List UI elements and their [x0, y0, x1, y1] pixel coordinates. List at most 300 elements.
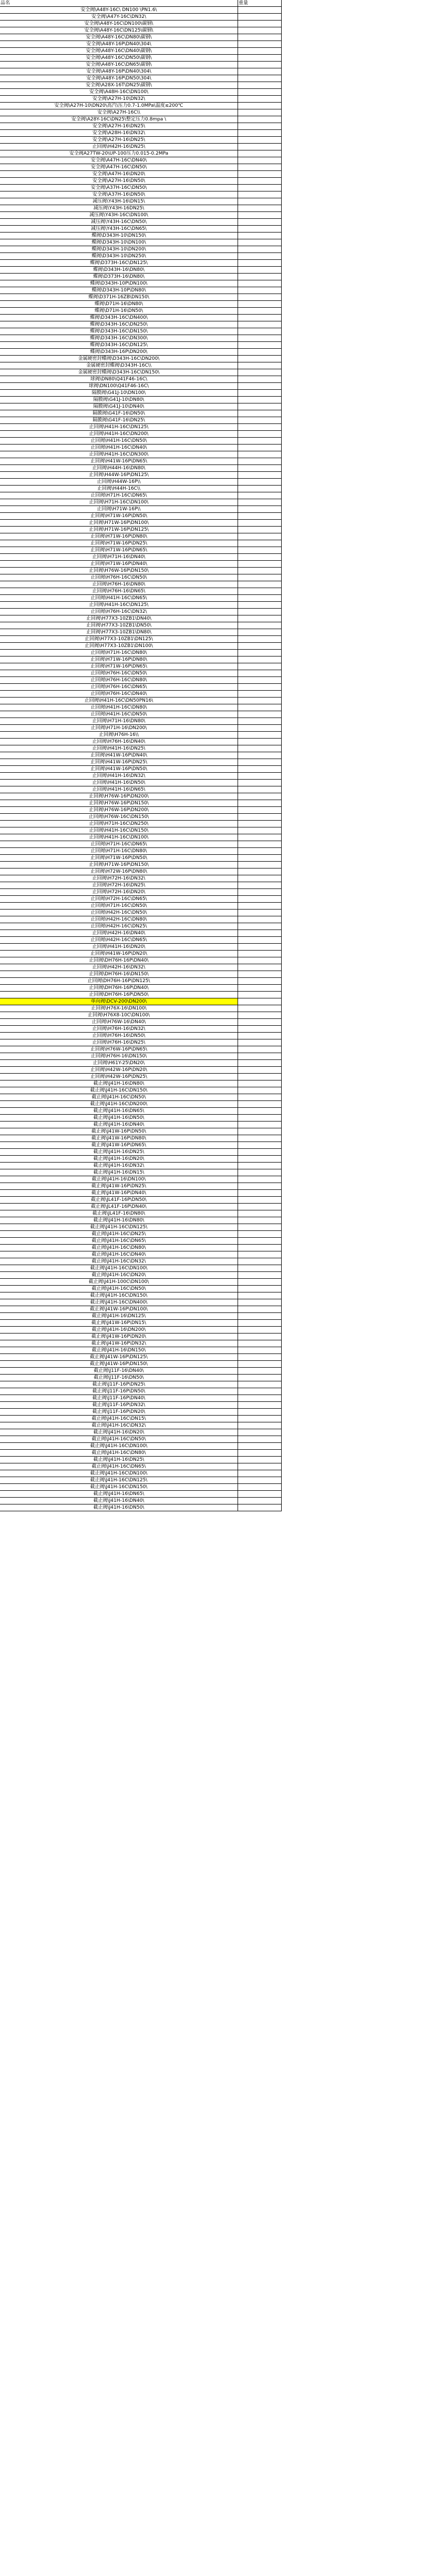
qty-cell[interactable]: [238, 964, 282, 971]
name-cell[interactable]: 止回阀\H71H-16C\DN100\: [0, 499, 238, 506]
qty-cell[interactable]: [238, 150, 282, 157]
empty-cell[interactable]: [282, 472, 357, 479]
empty-cell[interactable]: [356, 116, 431, 123]
empty-cell[interactable]: [282, 1313, 357, 1320]
empty-cell[interactable]: [282, 157, 357, 164]
empty-cell[interactable]: [356, 739, 431, 745]
empty-cell[interactable]: [356, 1463, 431, 1470]
qty-cell[interactable]: [238, 951, 282, 957]
empty-cell[interactable]: [356, 1190, 431, 1197]
empty-cell[interactable]: [356, 280, 431, 287]
empty-cell[interactable]: [282, 82, 357, 89]
name-cell[interactable]: 安全阀\A48Y-16C\DN125\碳钢\: [0, 27, 238, 34]
name-cell[interactable]: 止回阀\H76H-16C\DN80\: [0, 677, 238, 684]
empty-cell[interactable]: [282, 622, 357, 629]
empty-cell[interactable]: [282, 362, 357, 369]
name-cell[interactable]: 止回阀\H41H-16\DN25\: [0, 745, 238, 752]
empty-cell[interactable]: [356, 301, 431, 308]
empty-cell[interactable]: [356, 971, 431, 978]
empty-cell[interactable]: [282, 178, 357, 185]
qty-cell[interactable]: [238, 294, 282, 301]
empty-cell[interactable]: [356, 1327, 431, 1334]
empty-cell[interactable]: [356, 239, 431, 246]
empty-cell[interactable]: [282, 1416, 357, 1422]
empty-cell[interactable]: [282, 821, 357, 827]
empty-cell[interactable]: [356, 1258, 431, 1265]
empty-cell[interactable]: [282, 732, 357, 739]
empty-cell[interactable]: [282, 985, 357, 992]
qty-cell[interactable]: [238, 130, 282, 137]
empty-cell[interactable]: [282, 903, 357, 910]
empty-cell[interactable]: [356, 1204, 431, 1210]
empty-cell[interactable]: [356, 21, 431, 27]
name-cell[interactable]: 止回阀\H77X3-10ZB1\DN80\: [0, 629, 238, 636]
empty-cell[interactable]: [282, 930, 357, 937]
empty-cell[interactable]: [282, 691, 357, 698]
qty-cell[interactable]: [238, 403, 282, 410]
qty-cell[interactable]: [238, 629, 282, 636]
qty-cell[interactable]: [238, 1491, 282, 1498]
name-cell[interactable]: 蝶阀\D343H-10P\DN80\: [0, 287, 238, 294]
empty-cell[interactable]: [356, 185, 431, 191]
empty-cell[interactable]: [356, 691, 431, 698]
empty-cell[interactable]: [356, 157, 431, 164]
empty-cell[interactable]: [282, 89, 357, 96]
name-cell[interactable]: 截止阀\J41H-16C\DN20\: [0, 1272, 238, 1279]
qty-cell[interactable]: [238, 1258, 282, 1265]
empty-cell[interactable]: [282, 287, 357, 294]
name-cell[interactable]: 止回阀\H41H-16C\DN150\: [0, 827, 238, 834]
qty-cell[interactable]: [238, 89, 282, 96]
qty-cell[interactable]: [238, 178, 282, 185]
qty-cell[interactable]: [238, 827, 282, 834]
name-cell[interactable]: 截止阀\J41H-16C\DN80\: [0, 1245, 238, 1251]
empty-cell[interactable]: [282, 1060, 357, 1067]
empty-cell[interactable]: [356, 1498, 431, 1504]
empty-cell[interactable]: [356, 998, 431, 1005]
qty-cell[interactable]: [238, 752, 282, 759]
qty-cell[interactable]: [238, 41, 282, 48]
empty-cell[interactable]: [356, 164, 431, 171]
empty-cell[interactable]: [282, 868, 357, 875]
empty-cell[interactable]: [282, 403, 357, 410]
qty-cell[interactable]: [238, 1463, 282, 1470]
empty-cell[interactable]: [356, 1210, 431, 1217]
qty-cell[interactable]: [238, 1210, 282, 1217]
qty-cell[interactable]: [238, 287, 282, 294]
empty-cell[interactable]: [356, 356, 431, 362]
name-cell[interactable]: 截止阀\J41H-16\DN50\: [0, 1115, 238, 1122]
name-cell[interactable]: 止回阀\H76W-16\DN40\: [0, 1019, 238, 1026]
empty-cell[interactable]: [356, 1443, 431, 1450]
name-cell[interactable]: 安全阀\A27H-16C\\: [0, 109, 238, 116]
empty-cell[interactable]: [282, 55, 357, 62]
qty-cell[interactable]: [238, 971, 282, 978]
name-cell[interactable]: 止回阀\H76H-16C\DN32\: [0, 609, 238, 615]
qty-cell[interactable]: [238, 985, 282, 992]
empty-cell[interactable]: [356, 698, 431, 704]
qty-cell[interactable]: [238, 759, 282, 766]
name-cell[interactable]: 止回阀\H76H-16\DN80\: [0, 581, 238, 588]
empty-cell[interactable]: [282, 219, 357, 226]
name-cell[interactable]: 安全阀\A27H-16\DN25\: [0, 123, 238, 130]
qty-cell[interactable]: [238, 1087, 282, 1094]
name-cell[interactable]: 安全阀\A37H-16\DN50\: [0, 191, 238, 198]
empty-cell[interactable]: [282, 321, 357, 328]
name-cell[interactable]: 截止阀\J41H-16C\DN32\: [0, 1258, 238, 1265]
qty-cell[interactable]: [238, 875, 282, 882]
qty-cell[interactable]: [238, 1299, 282, 1306]
name-cell[interactable]: 截止阀\J11F-16\DN50\: [0, 1375, 238, 1381]
empty-cell[interactable]: [282, 1149, 357, 1156]
qty-cell[interactable]: [238, 75, 282, 82]
empty-cell[interactable]: [282, 137, 357, 144]
empty-cell[interactable]: [356, 547, 431, 554]
qty-cell[interactable]: [238, 1074, 282, 1080]
name-cell[interactable]: 截止阀\J41H-16C\DN200\: [0, 1101, 238, 1108]
empty-cell[interactable]: [282, 992, 357, 998]
empty-cell[interactable]: [356, 1101, 431, 1108]
empty-cell[interactable]: [356, 957, 431, 964]
name-cell[interactable]: 安全阀A27TW-20\UP-100压力0.015-0.2MPa: [0, 150, 238, 157]
qty-cell[interactable]: [238, 185, 282, 191]
empty-cell[interactable]: [356, 137, 431, 144]
qty-cell[interactable]: [238, 116, 282, 123]
empty-cell[interactable]: [282, 1245, 357, 1251]
empty-cell[interactable]: [356, 821, 431, 827]
qty-cell[interactable]: [238, 301, 282, 308]
name-cell[interactable]: 蝶阀\D343H-10P\DN100\: [0, 280, 238, 287]
empty-cell[interactable]: [356, 711, 431, 718]
empty-cell[interactable]: [356, 41, 431, 48]
qty-cell[interactable]: [238, 1320, 282, 1327]
empty-cell[interactable]: [356, 780, 431, 786]
qty-cell[interactable]: [238, 1067, 282, 1074]
qty-cell[interactable]: [238, 82, 282, 89]
name-cell[interactable]: 止回阀\H41W-16P\DN25\: [0, 759, 238, 766]
empty-cell[interactable]: [356, 499, 431, 506]
empty-cell[interactable]: [356, 1156, 431, 1163]
empty-cell[interactable]: [356, 704, 431, 711]
qty-cell[interactable]: [238, 773, 282, 780]
name-cell[interactable]: 止回阀\H71W-16P\DN50\: [0, 513, 238, 520]
empty-cell[interactable]: [282, 1368, 357, 1375]
qty-cell[interactable]: [238, 930, 282, 937]
name-cell[interactable]: 止回阀\H71H-16C\DN50\: [0, 903, 238, 910]
qty-cell[interactable]: [238, 1026, 282, 1033]
name-cell[interactable]: 止回阀\H42H-16C\DN50\: [0, 910, 238, 916]
empty-cell[interactable]: [356, 1122, 431, 1128]
empty-cell[interactable]: [356, 1491, 431, 1498]
qty-cell[interactable]: [238, 1149, 282, 1156]
empty-cell[interactable]: [282, 198, 357, 205]
empty-cell[interactable]: [282, 978, 357, 985]
name-cell[interactable]: 截止阀\J41H-16C\DN80\: [0, 1450, 238, 1457]
name-cell[interactable]: 安全阀\A48Y-16C\DN80\碳钢\: [0, 34, 238, 41]
qty-cell[interactable]: [238, 937, 282, 944]
name-cell[interactable]: 安全阀\A48Y-16P\DN40\304\: [0, 41, 238, 48]
name-cell[interactable]: 截止阀\J41W-16P\DN150\: [0, 1361, 238, 1368]
name-cell[interactable]: 安全阀\A28H-16\DN32\: [0, 130, 238, 137]
empty-cell[interactable]: [282, 246, 357, 253]
name-cell[interactable]: 截止阀\J41H-16\DN50\: [0, 1504, 238, 1511]
empty-cell[interactable]: [356, 1080, 431, 1087]
name-cell[interactable]: 截止阀\J41H-16\DN200\: [0, 1327, 238, 1334]
empty-cell[interactable]: [282, 1402, 357, 1409]
qty-cell[interactable]: [238, 800, 282, 807]
qty-cell[interactable]: [238, 424, 282, 431]
qty-cell[interactable]: [238, 274, 282, 280]
name-cell[interactable]: 安全阀\A48H-16C\DN100\: [0, 89, 238, 96]
empty-cell[interactable]: [356, 1299, 431, 1306]
empty-cell[interactable]: [282, 827, 357, 834]
name-cell[interactable]: 蝶阀\D343H-16C\DN125\: [0, 342, 238, 349]
name-cell[interactable]: 止回阀\H76H-16C\DN50\: [0, 670, 238, 677]
empty-cell[interactable]: [356, 212, 431, 219]
name-cell[interactable]: 止回阀\H41H-16C\DN80\: [0, 704, 238, 711]
name-cell[interactable]: 止回阀\H41H-16\DN20\: [0, 944, 238, 951]
empty-cell[interactable]: [356, 1388, 431, 1395]
empty-cell[interactable]: [282, 588, 357, 595]
qty-cell[interactable]: [238, 109, 282, 116]
empty-cell[interactable]: [356, 650, 431, 656]
qty-cell[interactable]: [238, 328, 282, 335]
name-cell[interactable]: 止回阀\H76H-16C\DN40\: [0, 691, 238, 698]
empty-cell[interactable]: [282, 1176, 357, 1183]
empty-cell[interactable]: [356, 1149, 431, 1156]
empty-cell[interactable]: [356, 1395, 431, 1402]
empty-cell[interactable]: [356, 1340, 431, 1347]
empty-cell[interactable]: [356, 773, 431, 780]
empty-cell[interactable]: [282, 1080, 357, 1087]
empty-cell[interactable]: [282, 1450, 357, 1457]
empty-cell[interactable]: [282, 274, 357, 280]
name-cell[interactable]: 止回阀\H41H-16\DN50\: [0, 780, 238, 786]
empty-cell[interactable]: [282, 554, 357, 561]
empty-cell[interactable]: [356, 308, 431, 315]
empty-cell[interactable]: [282, 451, 357, 458]
name-cell[interactable]: 止回阀\H71H-16\DN40\: [0, 554, 238, 561]
qty-cell[interactable]: [238, 383, 282, 390]
name-cell[interactable]: 安全阀\A27H-10\DN32\: [0, 96, 238, 103]
empty-cell[interactable]: [282, 1498, 357, 1504]
name-cell[interactable]: 截止阀\J41H-16C\DN100\: [0, 1470, 238, 1477]
empty-cell[interactable]: [282, 499, 357, 506]
qty-cell[interactable]: [238, 1101, 282, 1108]
qty-cell[interactable]: [238, 27, 282, 34]
empty-cell[interactable]: [282, 615, 357, 622]
empty-cell[interactable]: [282, 376, 357, 383]
name-cell[interactable]: 止回阀\H76W-16P\DN65\: [0, 1046, 238, 1053]
empty-cell[interactable]: [282, 875, 357, 882]
empty-cell[interactable]: [282, 739, 357, 745]
empty-cell[interactable]: [356, 561, 431, 568]
empty-cell[interactable]: [282, 533, 357, 540]
empty-cell[interactable]: [356, 1087, 431, 1094]
name-cell[interactable]: 蝶阀\D343H-16C\DN300\: [0, 335, 238, 342]
name-cell[interactable]: 止回阀\DH76H-16P\DN50\: [0, 992, 238, 998]
qty-cell[interactable]: [238, 711, 282, 718]
qty-cell[interactable]: [238, 1395, 282, 1402]
empty-cell[interactable]: [356, 670, 431, 677]
empty-cell[interactable]: [356, 27, 431, 34]
qty-cell[interactable]: [238, 1327, 282, 1334]
empty-cell[interactable]: [282, 356, 357, 362]
empty-cell[interactable]: [356, 198, 431, 205]
empty-cell[interactable]: [356, 1306, 431, 1313]
name-cell[interactable]: 截止阀\J41H-16\DN40\: [0, 1122, 238, 1128]
empty-cell[interactable]: [356, 1436, 431, 1443]
qty-cell[interactable]: [238, 595, 282, 602]
name-cell[interactable]: 止回阀\H76H-16\DN150\: [0, 1053, 238, 1060]
name-cell[interactable]: 截止阀\J41H-16\DN25\: [0, 1149, 238, 1156]
empty-cell[interactable]: [282, 1306, 357, 1313]
empty-cell[interactable]: [282, 520, 357, 527]
empty-cell[interactable]: [282, 1094, 357, 1101]
empty-cell[interactable]: [356, 1245, 431, 1251]
name-cell[interactable]: 止回阀\H41W-16P\DN50\: [0, 766, 238, 773]
empty-cell[interactable]: [282, 656, 357, 663]
empty-cell[interactable]: [356, 1128, 431, 1135]
name-cell[interactable]: 止回阀\H41W-16P\DN65\: [0, 458, 238, 465]
empty-cell[interactable]: [356, 1074, 431, 1080]
qty-cell[interactable]: [238, 1142, 282, 1149]
empty-cell[interactable]: [356, 677, 431, 684]
qty-cell[interactable]: [238, 267, 282, 274]
empty-cell[interactable]: [356, 574, 431, 581]
qty-cell[interactable]: [238, 903, 282, 910]
empty-cell[interactable]: [282, 1142, 357, 1149]
name-cell[interactable]: 止回阀\H42H-16\DN32\: [0, 964, 238, 971]
name-cell[interactable]: 蝶阀\D343H-16C\DN250\: [0, 321, 238, 328]
name-cell[interactable]: 止回阀\H76W-16P\DN200\: [0, 793, 238, 800]
name-cell[interactable]: 隔膜阀\G41J-10\DN100\: [0, 390, 238, 397]
empty-cell[interactable]: [356, 335, 431, 342]
name-cell[interactable]: 止回阀\H71W-16P\DN25\: [0, 540, 238, 547]
empty-cell[interactable]: [282, 1135, 357, 1142]
name-cell[interactable]: 截止阀\J41H-16C\DN125\: [0, 1477, 238, 1484]
qty-cell[interactable]: [238, 1005, 282, 1012]
empty-cell[interactable]: [356, 479, 431, 486]
empty-cell[interactable]: [282, 547, 357, 554]
name-cell[interactable]: 截止阀\JL41F-16P\DN50\: [0, 1197, 238, 1204]
name-cell[interactable]: 截止阀\J41H-16C\DN40\: [0, 1251, 238, 1258]
qty-cell[interactable]: [238, 609, 282, 615]
empty-cell[interactable]: [356, 540, 431, 547]
name-cell[interactable]: 止回阀\H76X8-10C\DN100\: [0, 1012, 238, 1019]
empty-cell[interactable]: [356, 34, 431, 41]
empty-cell[interactable]: [282, 951, 357, 957]
empty-cell[interactable]: [282, 1334, 357, 1340]
empty-cell[interactable]: [356, 629, 431, 636]
qty-cell[interactable]: [238, 786, 282, 793]
name-cell[interactable]: 球阀\DN100\Q41F46-16C\: [0, 383, 238, 390]
empty-cell[interactable]: [282, 68, 357, 75]
name-cell[interactable]: 安全阀\A47Y-16C\DN32\: [0, 14, 238, 21]
qty-cell[interactable]: [238, 1443, 282, 1450]
empty-cell[interactable]: [356, 1183, 431, 1190]
name-cell[interactable]: 安全阀\A27H-16\DN25\: [0, 137, 238, 144]
empty-cell[interactable]: [282, 301, 357, 308]
empty-cell[interactable]: [356, 985, 431, 992]
empty-cell[interactable]: [282, 1375, 357, 1381]
qty-cell[interactable]: [238, 574, 282, 581]
empty-cell[interactable]: [356, 868, 431, 875]
empty-cell[interactable]: [356, 1313, 431, 1320]
empty-cell[interactable]: [282, 1422, 357, 1429]
qty-cell[interactable]: [238, 171, 282, 178]
empty-cell[interactable]: [356, 472, 431, 479]
qty-cell[interactable]: [238, 1470, 282, 1477]
empty-cell[interactable]: [282, 834, 357, 841]
empty-cell[interactable]: [282, 116, 357, 123]
empty-cell[interactable]: [282, 349, 357, 356]
qty-cell[interactable]: [238, 1019, 282, 1026]
name-cell[interactable]: 止回阀\H72H-16C\DN65\: [0, 896, 238, 903]
name-cell[interactable]: 截止阀\J41H-16C\DN65\: [0, 1463, 238, 1470]
empty-cell[interactable]: [356, 75, 431, 82]
empty-cell[interactable]: [282, 369, 357, 376]
empty-cell[interactable]: [282, 629, 357, 636]
name-cell[interactable]: 安全阀\A47H-16C\DN50\: [0, 164, 238, 171]
empty-cell[interactable]: [356, 260, 431, 267]
qty-cell[interactable]: [238, 62, 282, 68]
empty-cell[interactable]: [282, 0, 357, 7]
empty-cell[interactable]: [356, 834, 431, 841]
empty-cell[interactable]: [356, 1169, 431, 1176]
qty-cell[interactable]: [238, 602, 282, 609]
empty-cell[interactable]: [282, 1504, 357, 1511]
empty-cell[interactable]: [282, 793, 357, 800]
empty-cell[interactable]: [356, 1033, 431, 1039]
empty-cell[interactable]: [282, 650, 357, 656]
name-cell[interactable]: 截止阀\J11F-16\DN40\: [0, 1368, 238, 1375]
qty-cell[interactable]: [238, 1265, 282, 1272]
name-cell[interactable]: 截止阀\J41H-16\DN80\: [0, 1080, 238, 1087]
name-cell[interactable]: 截止阀\J41H-16C\DN50\: [0, 1436, 238, 1443]
empty-cell[interactable]: [356, 1005, 431, 1012]
empty-cell[interactable]: [356, 745, 431, 752]
empty-cell[interactable]: [282, 595, 357, 602]
name-cell[interactable]: 止回阀\H71W-16P\DN65\: [0, 547, 238, 554]
qty-cell[interactable]: [238, 390, 282, 397]
empty-cell[interactable]: [356, 1197, 431, 1204]
qty-cell[interactable]: [238, 739, 282, 745]
qty-cell[interactable]: [238, 499, 282, 506]
empty-cell[interactable]: [356, 0, 431, 7]
name-cell[interactable]: 截止阀\J41H-16\DN40\: [0, 1498, 238, 1504]
qty-cell[interactable]: [238, 1128, 282, 1135]
empty-cell[interactable]: [356, 862, 431, 868]
qty-cell[interactable]: [238, 335, 282, 342]
qty-cell[interactable]: [238, 910, 282, 916]
qty-cell[interactable]: [238, 486, 282, 492]
name-cell[interactable]: 安全阀\A48Y-16C\DN65\碳钢\: [0, 62, 238, 68]
qty-cell[interactable]: [238, 1279, 282, 1286]
qty-cell[interactable]: [238, 1422, 282, 1429]
empty-cell[interactable]: [282, 1361, 357, 1368]
name-cell[interactable]: 截止阀\J41H-16C\DN25\: [0, 1231, 238, 1238]
empty-cell[interactable]: [356, 1402, 431, 1409]
qty-cell[interactable]: [238, 663, 282, 670]
qty-cell[interactable]: [238, 349, 282, 356]
qty-cell[interactable]: [238, 520, 282, 527]
empty-cell[interactable]: [282, 698, 357, 704]
empty-cell[interactable]: [356, 663, 431, 670]
empty-cell[interactable]: [282, 226, 357, 233]
empty-cell[interactable]: [356, 123, 431, 130]
name-cell[interactable]: 止回阀\H76W-16P\DN150\: [0, 568, 238, 574]
